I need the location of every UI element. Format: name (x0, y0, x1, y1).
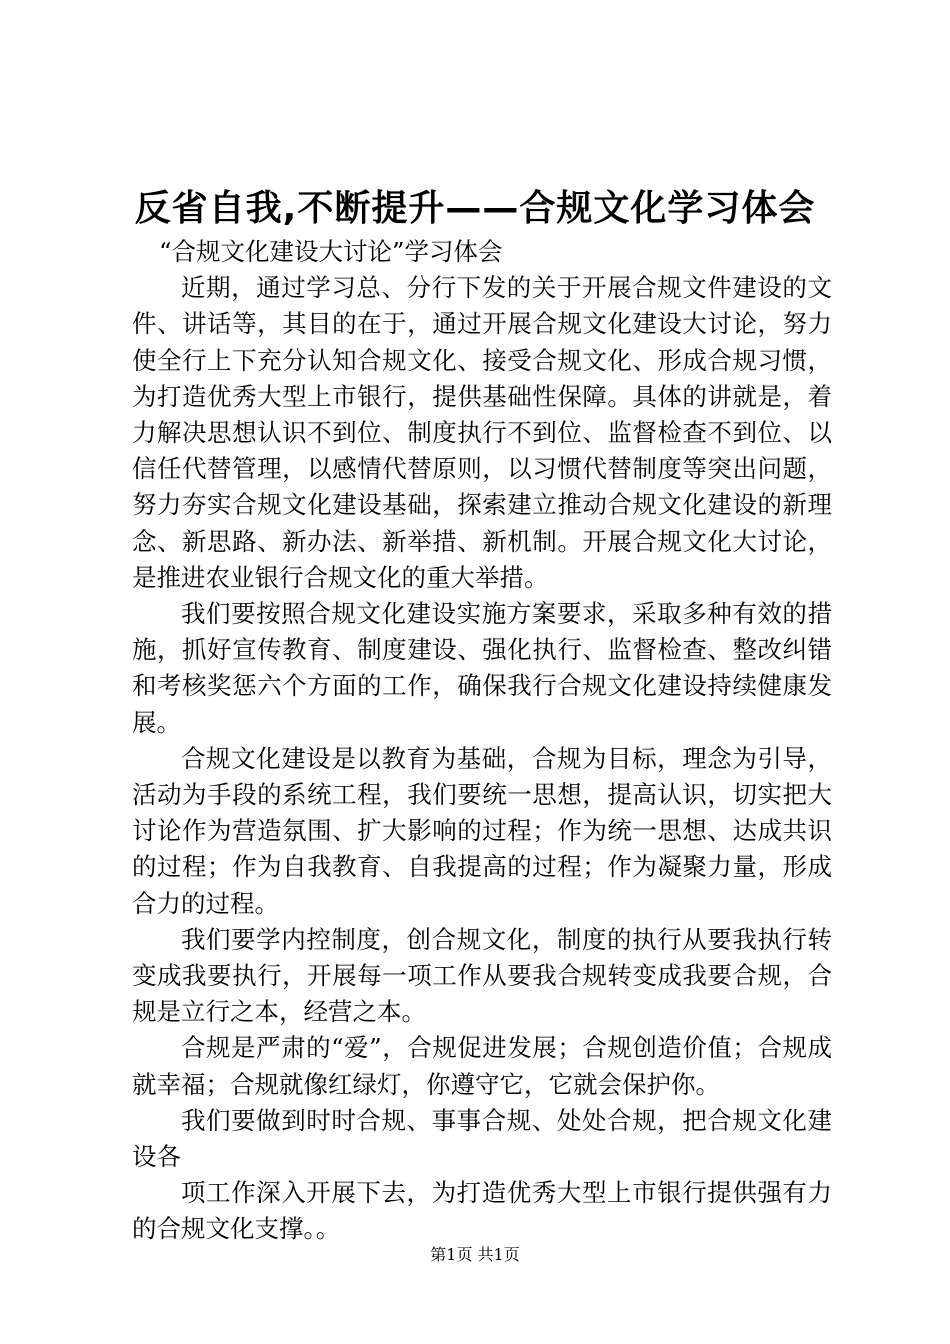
paragraph-7: 项工作深入开展下去，为打造优秀大型上市银行提供强有力的合规文化支撑。。 (132, 1178, 832, 1244)
document-title: 反省自我,不断提升——合规文化学习体会 (134, 188, 816, 229)
paragraph-3: 合规文化建设是以教育为基础，合规为目标，理念为引导，活动为手段的系统工程，我们要统一思想，提高认识，切实把大讨论作为营造氛围、扩大影响的过程；作为统一思想、达成共识的过程；作为自我教育、自我提高的过程；作为凝聚力量，形成合力的过程。 (132, 743, 832, 918)
document-body (132, 234, 832, 1248)
document-subtitle: “合规文化建设大讨论”学习体会 (158, 237, 503, 266)
paragraph-5: 合规是严肃的“爱”，合规促进发展；合规创造价值；合规成就幸福；合规就像红绿灯，你遵守它，它就会保护你。 (132, 1033, 832, 1099)
paragraph-2: 我们要按照合规文化建设实施方案要求，采取多种有效的措施，抓好宣传教育、制度建设、强化执行、监督检查、整改纠错和考核奖惩六个方面的工作，确保我行合规文化建设持续健康发展。 (132, 599, 832, 737)
paragraph-4: 我们要学内控制度，创合规文化，制度的执行从要我执行转变成我要执行，开展每一项工作从要我合规转变成我要合规，合规是立行之本，经营之本。 (132, 924, 832, 1027)
paragraph-1: 近期，通过学习总、分行下发的关于开展合规文件建设的文件、讲话等，其目的在于，通过开展合规文化建设大讨论，努力使全行上下充分认知合规文化、接受合规文化、形成合规习惯，为打造优秀大型上市银行，提供基础性保障。具体的讲就是，着力解决思想认识不到位、制度执行不到位、监督检查不到位、以信任代替管理，以感情代替原则，以习惯代替制度等突出问题，努力夯实合规文化建设基础，探索建立推动合规文化建设的新理念、新思路、新办法、新举措、新机制。开展合规文化大讨论，是推进农业银行合规文化的重大举措。 (132, 273, 832, 592)
page-footer: 第1页 共1页 (430, 1245, 520, 1264)
paragraph-6: 我们要做到时时合规、事事合规、处处合规，把合规文化建设各 (132, 1105, 832, 1172)
